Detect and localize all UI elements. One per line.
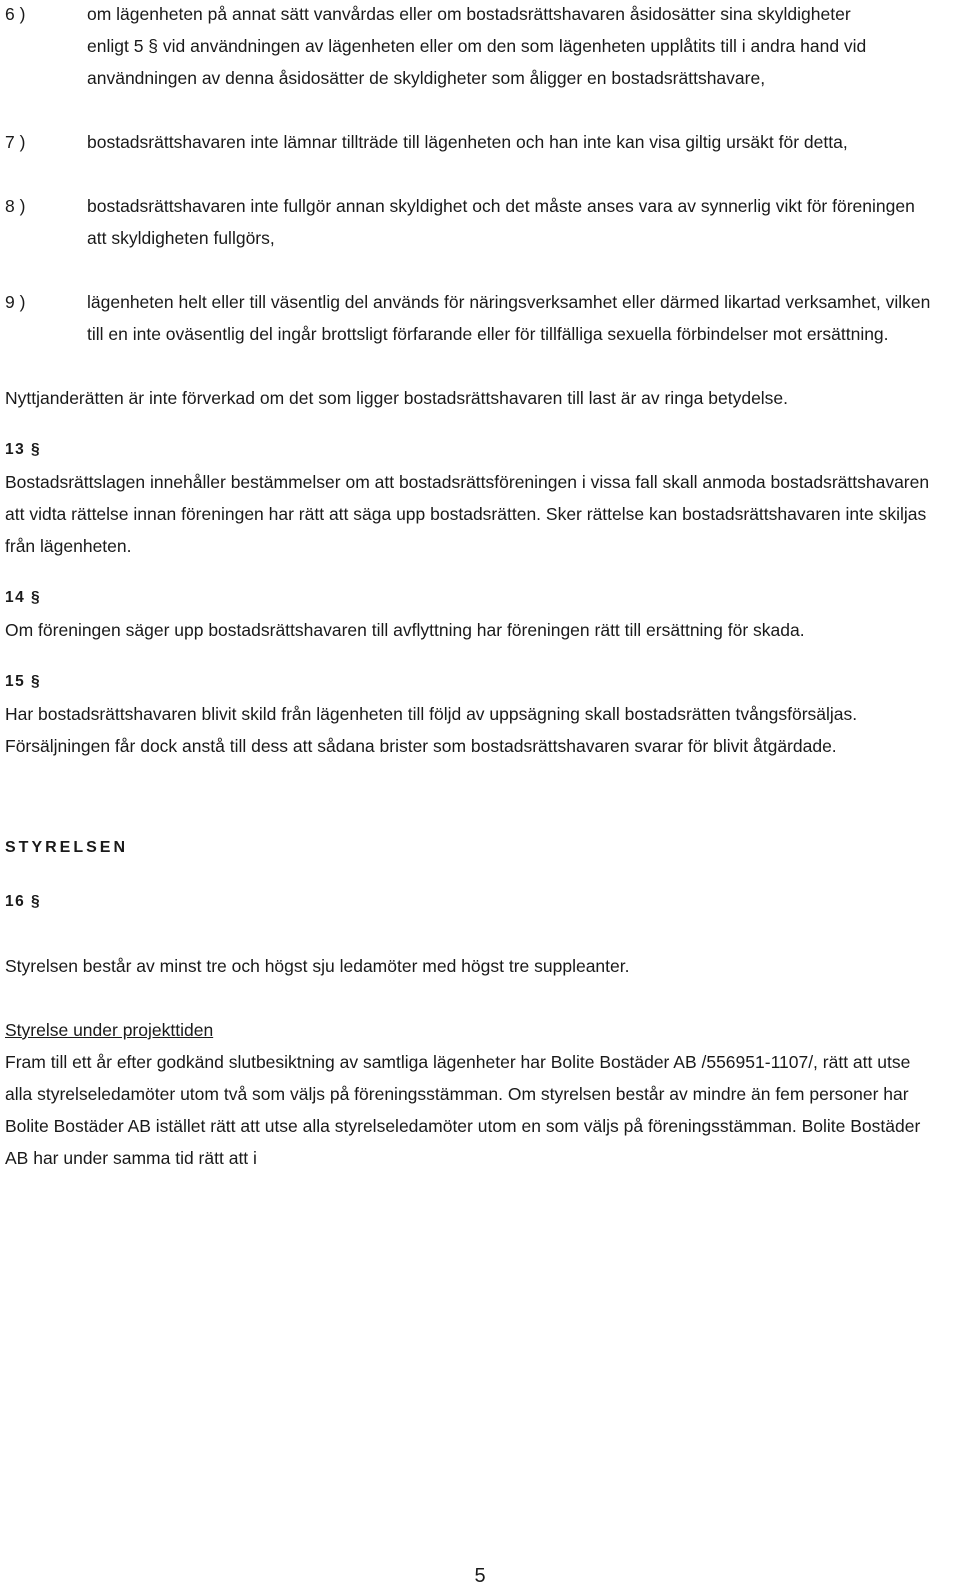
list-item-number: 6 ): [5, 4, 26, 24]
list-item-text: bostadsrättshavaren inte lämnar tillträde till lägenheten och han inte kan visa giltig ursäkt för detta,: [87, 132, 848, 152]
list-item: [5, 286, 932, 350]
paragraph: Fram till ett år efter godkänd slutbesiktning av samtliga lägenheter har Bolite Bostäder AB /556951-1107/, rätt att utse alla styrelseledamöter utom två som väljs på föreningsstämman. Om styrelsen består av mindre än fem personer har Bolite Bostäder AB istället rätt att utse alla styrelseledamöter utom en som väljs på föreningsstämman. Bolite Bostäder AB har under samma tid rätt att i: [5, 1052, 921, 1168]
list-item: [5, 190, 937, 254]
paragraph: Om föreningen säger upp bostadsrättshavaren till avflyttning har föreningen rätt till ersättning för skada.: [5, 620, 805, 640]
list-item: [5, 126, 877, 158]
section-heading: 15 §: [5, 673, 42, 690]
list-item-text: lägenheten helt eller till väsentlig del används för näringsverksamhet eller därmed likartad verksamhet, vilken till en inte oväsentlig del ingår brottsligt förfarande eller för tillfälliga sexuella förbindelser mot ersättning.: [87, 292, 931, 344]
section-heading: 13 §: [5, 441, 42, 458]
list-item-number: 9 ): [5, 292, 26, 312]
paragraph: Styrelsen består av minst tre och högst sju ledamöter med högst tre suppleanter.: [5, 956, 630, 976]
section-heading: 14 §: [5, 589, 42, 606]
paragraph: Bostadsrättslagen innehåller bestämmelser om att bostadsrättsföreningen i vissa fall skall anmoda bostadsrättshavaren att vidta rättelse innan föreningen har rätt att säga upp bostadsrätten. Sker rättelse kan bostadsrättshavaren inte skiljas från lägenheten.: [5, 472, 930, 556]
list-item-number: 7 ): [5, 132, 26, 152]
list-item-number: 8 ): [5, 196, 26, 216]
section-title: STYRELSEN: [5, 839, 129, 856]
list-item: [5, 0, 877, 94]
paragraph: Nyttjanderätten är inte förverkad om det som ligger bostadsrättshavaren till last är av ringa betydelse.: [5, 388, 789, 408]
document-page: [5, 0, 955, 1174]
section-heading: 16 §: [5, 893, 42, 910]
paragraph: Har bostadsrättshavaren blivit skild från lägenheten till följd av uppsägning skall bostadsrätten tvångsförsäljas. Försäljningen får dock anstå till dess att sådana brister som bostadsrättshavaren svarar för blivit åtgärdade.: [5, 704, 858, 756]
subsection-title: Styrelse under projekttiden: [5, 1020, 214, 1040]
list-item-text: om lägenheten på annat sätt vanvårdas eller om bostadsrättshavaren åsidosätter sina skyldigheter enligt 5 § vid användningen av lägenheten eller om den som lägenheten upplåtits till i andra hand vid användningen av denna åsidosätter de skyldigheter som åligger en bostadsrättshavare,: [87, 4, 867, 88]
page-number: 5: [474, 1565, 486, 1587]
list-item-text: bostadsrättshavaren inte fullgör annan skyldighet och det måste anses vara av synnerlig vikt för föreningen att skyldigheten fullgörs,: [87, 196, 915, 248]
